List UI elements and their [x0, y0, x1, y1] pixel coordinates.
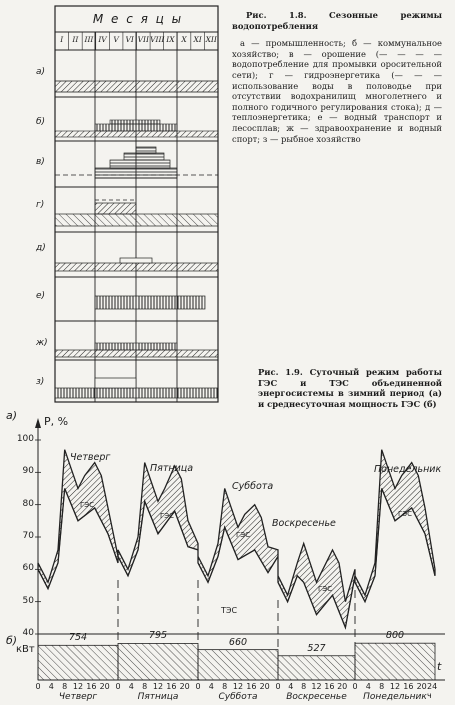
hour-tick-label: 4 — [365, 682, 371, 691]
panel-f-transport — [95, 296, 205, 309]
hour-tick-label: 0 — [35, 682, 41, 691]
day-label-thursday: Четверг — [70, 452, 111, 463]
panel-label: а) — [36, 67, 46, 77]
panel-d-hydropower — [55, 200, 218, 226]
month-cell: IX — [166, 35, 175, 44]
panel-label: в) — [36, 157, 45, 167]
bar-value-label: 754 — [68, 632, 88, 644]
panel-label: г) — [36, 200, 45, 210]
figure-1-8-title: Рис. 1.8. Сезонные режимы водопотребления — [232, 10, 442, 31]
bottom-day-label: Четверг — [58, 692, 98, 702]
hour-tick-label: 8 — [379, 682, 385, 691]
figure-1-9-caption — [258, 367, 442, 409]
panel-a-industry — [55, 81, 218, 92]
bar-value-label: 795 — [148, 630, 168, 642]
hour-tick-label: 12 — [389, 682, 401, 691]
chart-b-label: б) — [6, 634, 18, 647]
figure-1-9-caption-text: Рис. 1.9. Суточный режим работы ГЭС и ТЭС объединенной энергосистемы в зимний период (а) и среднесуточная мощность ГЭС (б) — [258, 367, 442, 409]
months-header: М е с я ц ы — [92, 12, 184, 26]
panel-b-communal — [55, 120, 218, 137]
month-cell: VII — [137, 35, 149, 44]
bottom-day-label: Пятница — [137, 692, 179, 702]
month-row — [55, 35, 218, 49]
hour-tick-label: 20 — [416, 682, 427, 691]
bar-gec-mean-power — [278, 656, 355, 680]
panel-label: б) — [36, 117, 46, 127]
gec-label-2: ГЭС — [160, 512, 175, 520]
month-cell: XII — [205, 35, 217, 44]
hour-tick-label: 8 — [222, 682, 228, 691]
month-cell: II — [72, 35, 79, 44]
panel-g-health — [55, 343, 218, 357]
bar-value-label: 660 — [228, 636, 248, 648]
bar-gec-mean-power — [118, 643, 198, 680]
bar-value-label: 800 — [385, 630, 405, 642]
hour-tick-label: 12 — [311, 682, 322, 691]
panel-label: е) — [36, 291, 46, 301]
y-tick-label: 70 — [22, 531, 34, 541]
month-cell: I — [60, 35, 64, 44]
day-label-friday: Пятница — [150, 463, 194, 474]
hour-tick-label: 12 — [152, 682, 164, 691]
hour-tick-label: 0 — [352, 682, 358, 691]
gec-label-4: ГЭС — [318, 585, 333, 593]
hour-tick-label: 0 — [115, 682, 121, 691]
hour-tick-label: 20 — [337, 682, 348, 691]
panel-e-thermal — [55, 258, 218, 271]
hour-tick-label: 20 — [179, 682, 190, 691]
day-label-saturday: Суббота — [232, 481, 274, 492]
hour-tick-label: 16 — [324, 682, 335, 691]
hour-tick-label: 8 — [62, 682, 68, 691]
hour-tick-label: 20 — [99, 682, 110, 691]
hour-tick-label: 0 — [195, 682, 201, 691]
figure-1-8-legend: а — промышленность; б — коммунальное хозяйство; в — орошение (— — — — водопотребление для промывки оросительной сети); г — гидроэнергетика (— — — использование воды в половодье при отсутствии водохранилищ многолетнего и полного годичного регулирования стока); д — теплоэнергетика; е — водный транспорт и лесосплав; ж — здравоохранение и водный спорт; з — рыбное хозяйство — [232, 38, 442, 144]
bar-gec-mean-power — [198, 650, 278, 680]
hour-tick-label: 4 — [48, 682, 54, 691]
y-tick-label: 100 — [16, 434, 34, 444]
figure-1-8-caption — [232, 10, 442, 144]
hour-tick-label: 16 — [403, 682, 414, 691]
panel-c-irrigation — [55, 147, 218, 178]
tec-label: ТЭС — [221, 606, 238, 615]
t-axis-label: t — [437, 660, 442, 673]
hour-tick-label: 12 — [72, 682, 84, 691]
bottom-day-label: Понедельник — [363, 692, 427, 702]
chart-a-label: а) — [6, 409, 18, 422]
month-cell: III — [84, 35, 94, 44]
kvt-label: кВт — [16, 644, 35, 655]
day-label-sunday: Воскресенье — [272, 518, 336, 529]
month-cell: XI — [193, 35, 202, 44]
panel-label: ж) — [36, 338, 48, 348]
panel-h-fishery — [55, 378, 218, 398]
hour-tick-label-last: 24 ч — [427, 682, 438, 700]
y-tick-label: 80 — [22, 498, 34, 509]
hour-tick-label: 12 — [232, 682, 244, 691]
hour-tick-label: 16 — [86, 682, 97, 691]
month-cell: IV — [98, 35, 107, 44]
y-tick-label: 90 — [22, 466, 34, 477]
bottom-day-label: Воскресенье — [286, 692, 347, 702]
bar-gec-mean-power — [355, 643, 435, 680]
gec-label-1: ГЭС — [80, 501, 95, 509]
y-tick-label: 40 — [22, 628, 34, 638]
hour-tick-label: 8 — [142, 682, 148, 691]
y-tick-label: 50 — [22, 595, 34, 606]
month-cell: VIII — [150, 35, 165, 44]
gec-label-5: ГЭС — [398, 510, 413, 518]
month-cell: X — [181, 35, 187, 44]
hour-tick-label: 16 — [166, 682, 177, 691]
panel-label: д) — [36, 243, 46, 253]
hour-tick-label: 4 — [208, 682, 214, 691]
hour-tick-label: 4 — [128, 682, 134, 691]
hour-tick-label: 0 — [275, 682, 281, 691]
hour-tick-label: 4 — [288, 682, 294, 691]
gec-label-3: ГЭС — [236, 531, 251, 539]
y-tick-label: 60 — [22, 563, 34, 574]
month-cell: VI — [125, 35, 134, 44]
month-cell: V — [113, 35, 119, 44]
day-label-monday: Понедельник — [374, 464, 442, 475]
panel-label: з) — [36, 377, 45, 387]
hour-tick-label: 16 — [246, 682, 257, 691]
bar-value-label: 527 — [307, 642, 326, 654]
y-axis-label: P, % — [44, 415, 69, 428]
bottom-day-label: Суббота — [218, 692, 258, 702]
hour-tick-label: 8 — [301, 682, 307, 691]
bar-gec-mean-power — [38, 645, 118, 680]
hour-tick-label: 20 — [259, 682, 270, 691]
